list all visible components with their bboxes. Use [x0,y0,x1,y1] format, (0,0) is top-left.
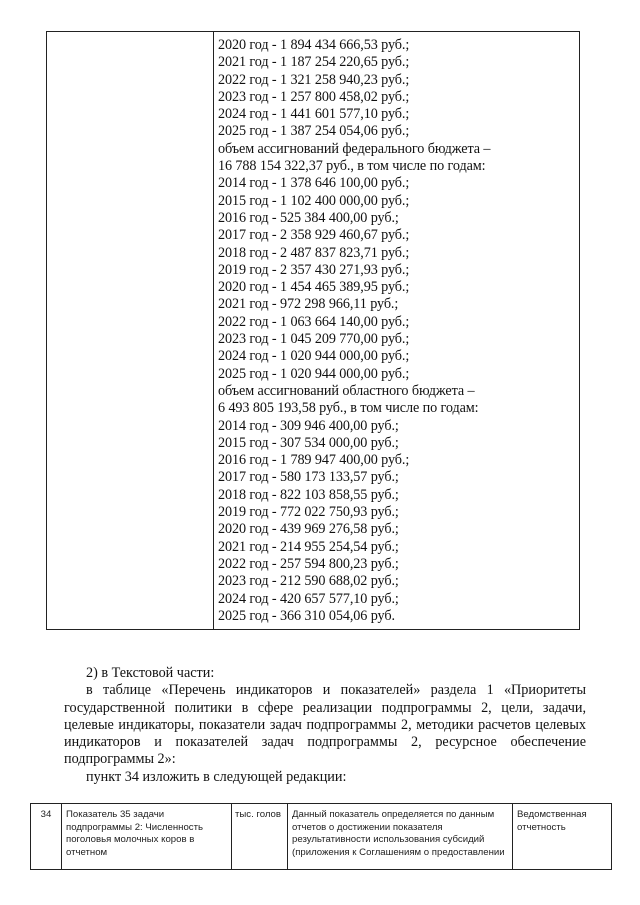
funding-line: 2015 год - 307 534 000,00 руб.; [218,434,399,451]
funding-line: 2020 год - 1 894 434 666,53 руб.; [218,37,410,53]
funding-line: 2018 год - 2 487 837 823,71 руб.; [218,244,410,261]
funding-line: 2020 год - 1 454 465 389,95 руб.; [218,279,410,296]
funding-line: 2021 год - 214 955 254,54 руб.; [218,538,399,555]
funding-line: 2024 год - 1 441 601 577,10 руб.; [218,106,410,123]
amendment-paragraph: в таблице «Перечень индикаторов и показателей» раздела 1 «Приоритеты государственной политики в сфере реализации подпрограммы 2, цели, задачи, целевые индикаторы, показатели задач подпрограммы 2, методики расчетов целевых индикаторов и показателей задач подпрограммы 2, ресурсное обеспечение подпрограммы 2»: [64,682,586,768]
funding-line: 2014 год - 309 946 400,00 руб.; [218,417,399,434]
funding-line: 2021 год - 972 298 966,11 руб.; [218,296,399,313]
funding-line: 2015 год - 1 102 400 000,00 руб.; [218,192,410,209]
funding-line: 2024 год - 420 657 577,10 руб.; [218,590,399,607]
punkt-instruction: пункт 34 изложить в следующей редакции: [86,768,347,785]
indicator-unit: тыс. голов [231,804,287,869]
amendment-text [64,665,586,786]
funding-line: 2022 год - 1 321 258 940,23 руб.; [218,71,410,88]
funding-line: 2025 год - 1 020 944 000,00 руб.; [218,365,410,382]
funding-line: 2023 год - 212 590 688,02 руб.; [218,573,399,590]
funding-line: 2022 год - 257 594 800,23 руб.; [218,555,399,572]
funding-line: 2025 год - 366 310 054,06 руб. [218,607,395,624]
section-heading: 2) в Текстовой части: [86,665,215,681]
funding-line: 6 493 805 193,58 руб., в том числе по годам: [218,400,479,417]
funding-line: 2021 год - 1 187 254 220,65 руб.; [218,54,410,71]
funding-line: 2022 год - 1 063 664 140,00 руб.; [218,313,410,330]
funding-line: 2017 год - 2 358 929 460,67 руб.; [218,227,410,244]
funding-line: 2016 год - 525 384 400,00 руб.; [218,209,399,226]
indicator-table [30,803,612,870]
funding-line: 2014 год - 1 378 646 100,00 руб.; [218,175,410,192]
table-column-divider [213,32,214,629]
funding-line: объем ассигнований областного бюджета – [218,382,475,399]
indicator-description: Данный показатель определяется по данным отчетов о достижении показателя результативности использования субсидий (приложения к Соглашениям о предоставлении [287,804,512,869]
funding-line: 2018 год - 822 103 858,55 руб.; [218,486,399,503]
funding-table [46,31,580,630]
indicator-number: 34 [40,809,52,820]
funding-volume-cell [218,37,575,625]
funding-line: 2019 год - 2 357 430 271,93 руб.; [218,261,410,278]
funding-line: 2023 год - 1 045 209 770,00 руб.; [218,331,410,348]
funding-line: 2025 год - 1 387 254 054,06 руб.; [218,123,410,140]
funding-line: объем ассигнований федерального бюджета – [218,140,491,157]
indicator-source: Ведомственная отчетность [512,804,611,869]
funding-line: 2020 год - 439 969 276,58 руб.; [218,521,399,538]
funding-line: 2017 год - 580 173 133,57 руб.; [218,469,399,486]
indicator-name: Показатель 35 задачи подпрограммы 2: Численность поголовья молочных коров в отчетном [61,804,231,869]
funding-line: 16 788 154 322,37 руб., в том числе по годам: [218,158,486,175]
funding-line: 2024 год - 1 020 944 000,00 руб.; [218,348,410,365]
funding-line: 2016 год - 1 789 947 400,00 руб.; [218,452,410,469]
funding-line: 2023 год - 1 257 800 458,02 руб.; [218,88,410,105]
funding-line: 2019 год - 772 022 750,93 руб.; [218,504,399,521]
